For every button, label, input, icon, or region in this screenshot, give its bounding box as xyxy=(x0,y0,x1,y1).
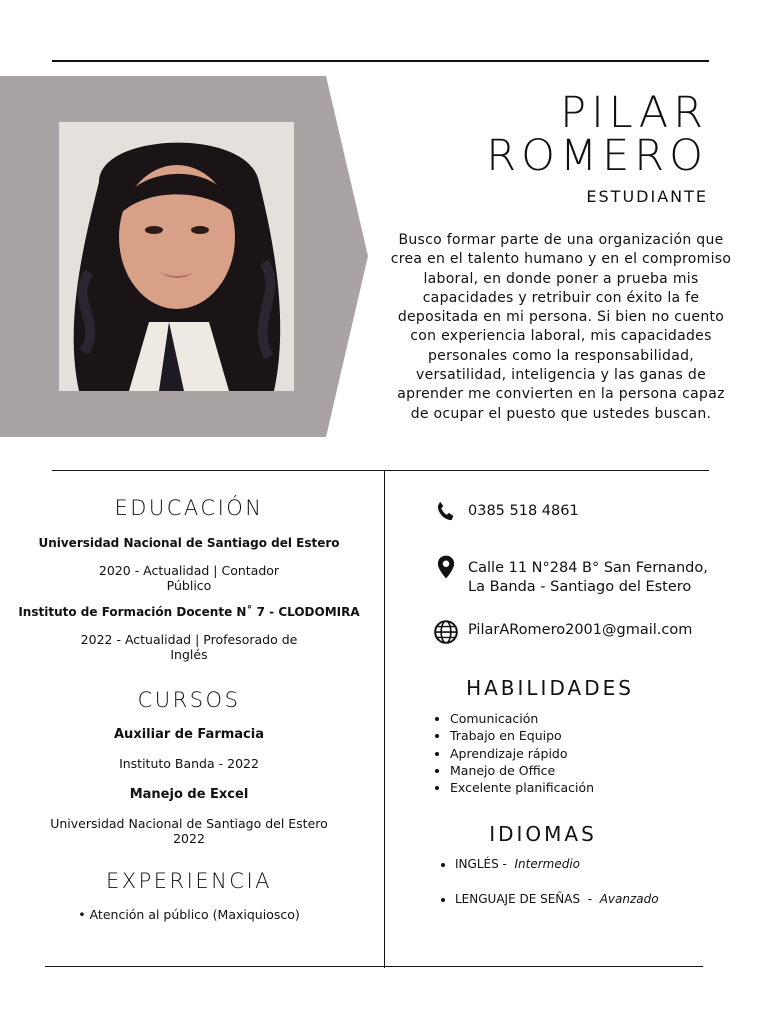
course-name: Auxiliar de Farmacia xyxy=(114,727,264,742)
course-name: Manejo de Excel xyxy=(129,787,249,802)
skills-title: HABILIDADES xyxy=(466,676,634,700)
skill-item: • Manejo de Office xyxy=(450,762,594,779)
address xyxy=(468,559,708,596)
phone-number[interactable]: 0385 518 4861 xyxy=(468,503,579,519)
experience-title: EXPERIENCIA xyxy=(105,869,273,893)
languages-title: IDIOMAS xyxy=(489,822,597,846)
top-rule xyxy=(52,60,709,62)
education-detail-line: Público xyxy=(166,578,212,593)
language-name: LENGUAJE DE SEÑAS xyxy=(455,892,581,906)
skill-item: • Trabajo en Equipo xyxy=(450,727,594,744)
language-list xyxy=(437,857,580,871)
language-level: Intermedio xyxy=(514,857,581,871)
address-line: Calle 11 N°284 B° San Fernando, xyxy=(468,560,708,576)
bottom-rule xyxy=(45,966,703,967)
experience-item: • Atención al público (Maxiquiosco) xyxy=(78,907,300,922)
education-institution: Universidad Nacional de Santiago del Estero xyxy=(38,536,340,550)
course-detail-line: Universidad Nacional de Santiago del Estero xyxy=(50,816,328,831)
phone-icon xyxy=(433,497,459,527)
education-detail-line: 2020 - Actualidad | Contador xyxy=(98,563,280,578)
email-address[interactable]: PilarARomero2001@gmail.com xyxy=(468,622,693,638)
profile-summary: Busco formar parte de una organización que crea en el talento humano y en el compromiso laboral, en donde poner a prueba mis capacidades y retribuir con éxito la fe depositada en mi persona. Si bien no cuento con experiencia laboral, mis capacidades personales como la responsabilidad, versatilidad, inteligencia y las ganas de aprender me convierten en la persona capaz de ocupar el puesto que ustedes buscan. xyxy=(390,232,732,422)
language-name: INGLÉS xyxy=(455,857,499,871)
job-role: ESTUDIANTE xyxy=(586,187,708,206)
course-detail: Instituto Banda - 2022 xyxy=(119,756,259,771)
education-title: EDUCACIÓN xyxy=(114,496,264,520)
skill-item: • Excelente planificación xyxy=(450,779,594,796)
language-separator: - xyxy=(498,857,515,871)
courses-title: CURSOS xyxy=(137,688,241,712)
globe-icon xyxy=(433,617,459,647)
column-divider xyxy=(384,470,385,968)
language-item xyxy=(455,892,659,906)
education-detail xyxy=(8,632,370,662)
last-name: ROMERO xyxy=(486,131,708,181)
address-line: La Banda - Santiago del Estero xyxy=(468,578,692,595)
education-detail xyxy=(8,563,370,593)
language-item xyxy=(455,857,580,871)
course-detail-line: 2022 xyxy=(173,831,205,846)
location-pin-icon xyxy=(433,552,459,582)
language-level: Avanzado xyxy=(599,892,659,906)
course-detail xyxy=(8,816,370,846)
education-detail-line: 2022 - Actualidad | Profesorado de xyxy=(80,632,298,647)
education-detail-line: Inglés xyxy=(170,647,208,662)
middle-rule xyxy=(52,470,709,471)
first-name: PILAR xyxy=(560,88,708,138)
skill-item: • Aprendizaje rápido xyxy=(450,745,594,762)
education-institution: Instituto de Formación Docente N˚ 7 - CLODOMIRA xyxy=(18,605,360,619)
language-separator: - xyxy=(580,892,600,906)
language-list xyxy=(437,892,659,906)
skill-item: • Comunicación xyxy=(450,710,594,727)
profile-photo xyxy=(59,122,294,391)
skills-list xyxy=(432,710,594,796)
